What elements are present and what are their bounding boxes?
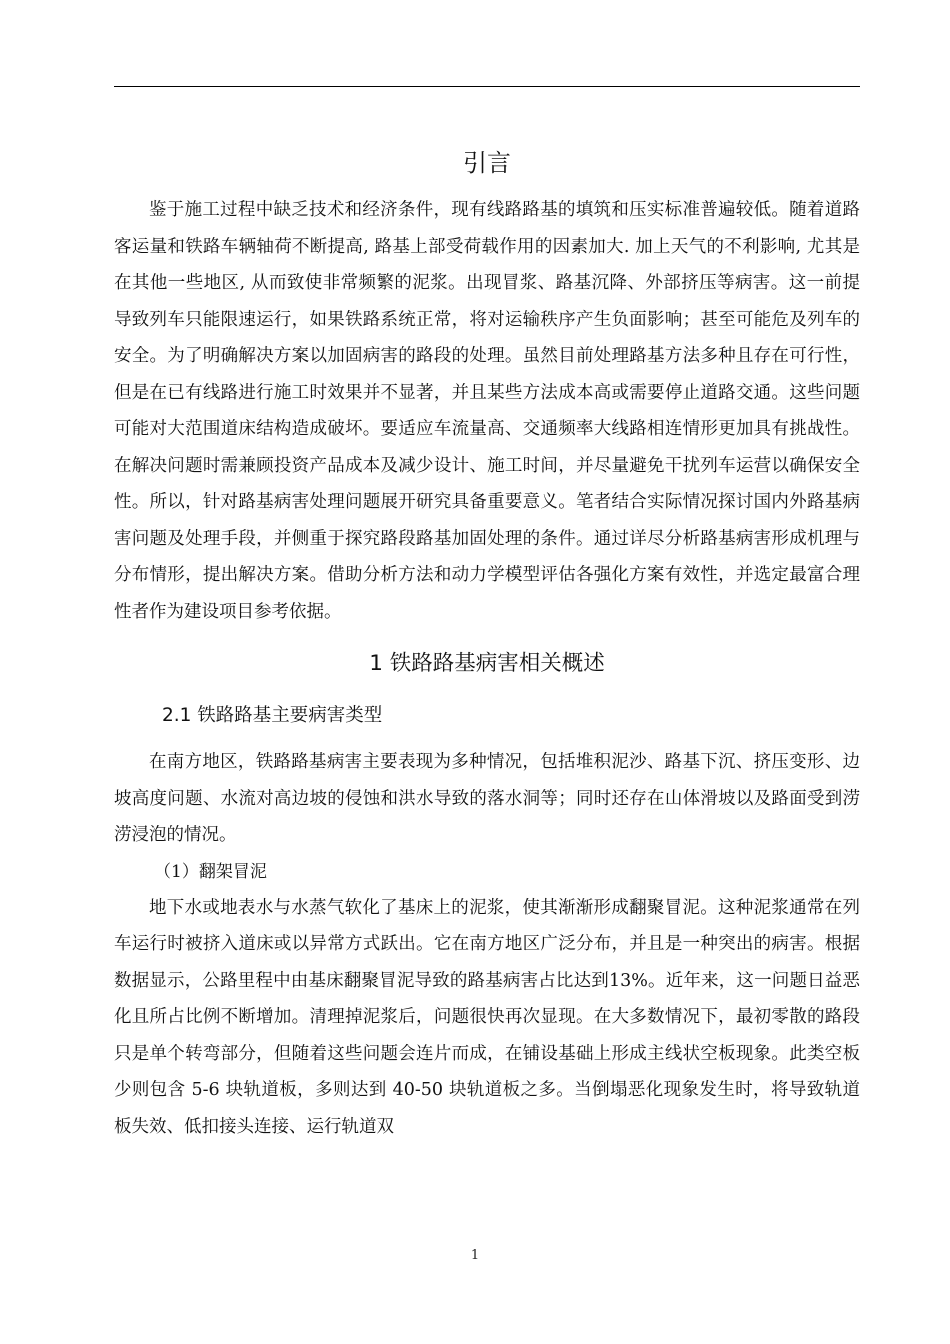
section-heading: 2.1 铁路路基主要病害类型 [162,705,383,726]
header-rule [114,86,860,87]
subsection-paragraph: 地下水或地表水与水蒸气软化了基床上的泥浆，使其渐渐形成翻聚冒泥。这种泥浆通常在列车运行时被挤入道床或以异常方式跃出。它在南方地区广泛分布，并且是一种突出的病害。根据数据显示，公路里程中由基床翻聚冒泥导致的路基病害占比达到13%。近年来，这一问题日益恶化且所占比例不断增加。清理掉泥浆后，问题很快再次显现。在大多数情况下，最初零散的路段只是单个转弯部分，但随着这些问题会连片而成，在铺设基础上形成主线状空板现象。此类空板少则包含 5-6 块轨道板，多则达到 40-50 块轨道板之多。当倒塌恶化现象发生时，将导致轨道板失效、低扣接头连接、运行轨道双 [114,897,860,1137]
subsection-heading: （1）翻架冒泥 [154,861,267,882]
page-number: 1 [470,1248,480,1263]
chapter-heading: 1 铁路路基病害相关概述 [369,651,605,676]
page-body [114,140,860,1145]
section-paragraph: 在南方地区，铁路路基病害主要表现为多种情况，包括堆积泥沙、路基下沉、挤压变形、边坡高度问题、水流对高边坡的侵蚀和洪水导致的落水洞等；同时还存在山体滑坡以及路面受到涝涝浸泡的情况。 [114,752,860,845]
intro-paragraph: 鉴于施工过程中缺乏技术和经济条件，现有线路路基的填筑和压实标准普遍较低。随着道路客运量和铁路车辆轴荷不断提高, 路基上部受荷载作用的因素加大. 加上天气的不利影响, 尤其是在其他一些地区, 从而致使非常频繁的泥浆。出现冒浆、路基沉降、外部挤压等病害。这一前提导致列车只能限速运行，如果铁路系统正常，将对运输秩序产生负面影响；甚至可能危及列车的安全。为了明确解决方案以加固病害的路段的处理。虽然目前处理路基方法多种且存在可行性，但是在已有线路进行施工时效果并不显著，并且某些方法成本高或需要停止道路交通。这些问题可能对大范围道床结构造成破坏。要适应车流量高、交通频率大线路相连情形更加具有挑战性。在解决问题时需兼顾投资产品成本及减少设计、施工时间，并尽量避免干扰列车运营以确保安全性。所以，针对路基病害处理问题展开研究具备重要意义。笔者结合实际情况探讨国内外路基病害问题及处理手段，并侧重于探究路段路基加固处理的条件。通过详尽分析路基病害形成机理与分布情形，提出解决方案。借助分析方法和动力学模型评估各强化方案有效性，并选定最富合理性者作为建设项目参考依据。 [114,200,860,622]
document-title: 引言 [463,149,511,177]
